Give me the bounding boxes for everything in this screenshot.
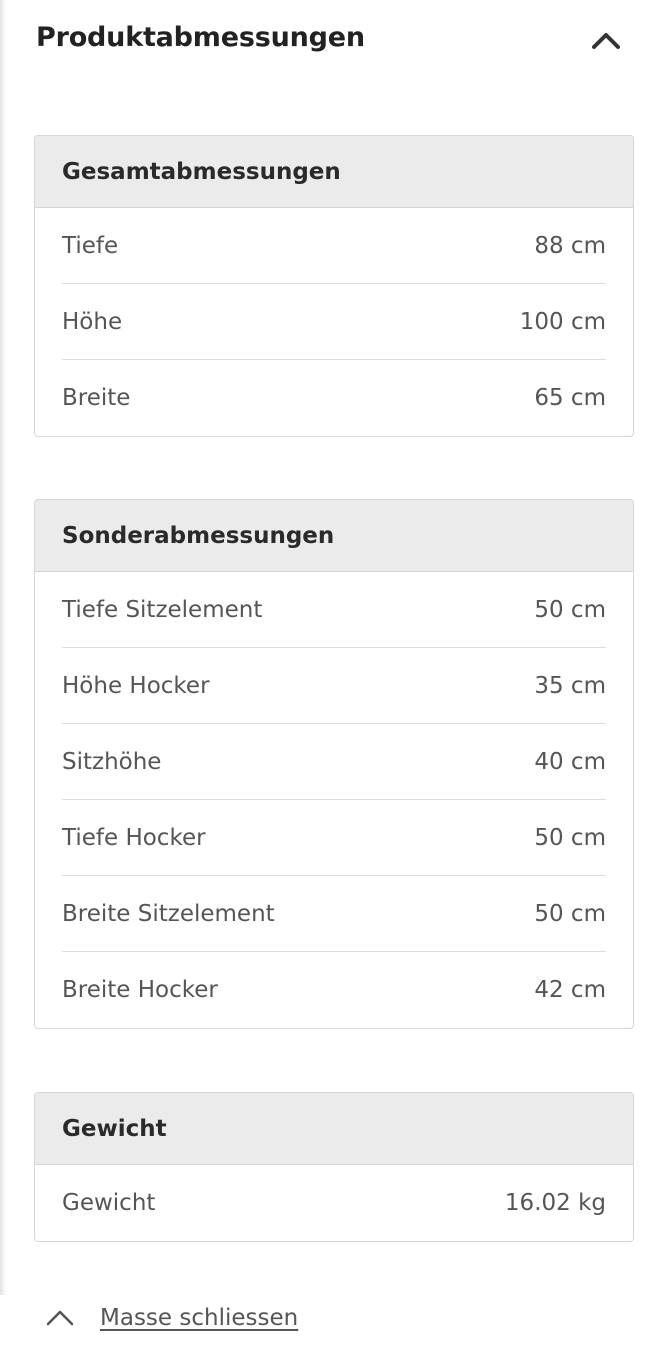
dimension-value: 65 cm — [534, 385, 606, 411]
dimension-value: 42 cm — [534, 977, 606, 1003]
dimension-label: Tiefe Sitzelement — [62, 596, 263, 623]
dimension-value: 16.02 kg — [504, 1190, 606, 1216]
dimension-value: 50 cm — [534, 596, 606, 623]
section-title: Sonderabmessungen — [35, 500, 633, 572]
dimension-label: Tiefe — [62, 232, 119, 259]
dimension-label: Höhe Hocker — [62, 672, 210, 699]
dimension-label: Gewicht — [62, 1190, 156, 1216]
dimension-row — [62, 360, 606, 436]
panel-edge-shadow — [0, 0, 6, 1295]
section-gesamtabmessungen — [34, 135, 634, 437]
dimension-row — [62, 952, 606, 1028]
dimension-row — [62, 1165, 606, 1241]
dimension-row — [62, 724, 606, 800]
collapse-button[interactable] — [586, 22, 626, 58]
dimension-label: Tiefe Hocker — [62, 824, 206, 851]
dimension-row — [62, 648, 606, 724]
accordion-title: Produktabmessungen — [36, 22, 365, 53]
dimension-label: Breite Sitzelement — [62, 900, 275, 927]
dimension-row — [62, 208, 606, 284]
dimension-value: 40 cm — [534, 748, 606, 775]
dimension-value: 50 cm — [534, 900, 606, 927]
dimension-label: Breite — [62, 385, 131, 411]
close-dimensions-link[interactable] — [44, 1296, 298, 1340]
chevron-up-icon — [586, 22, 626, 58]
dimension-label: Sitzhöhe — [62, 748, 162, 775]
dimension-row — [62, 284, 606, 360]
dimension-value: 35 cm — [534, 672, 606, 699]
section-gewicht — [34, 1092, 634, 1242]
dimension-label: Höhe — [62, 308, 123, 335]
close-dimensions-label[interactable]: Masse schliessen — [100, 1305, 299, 1331]
dimension-value: 100 cm — [519, 308, 606, 335]
dimensions-accordion-header[interactable] — [0, 0, 668, 82]
dimension-label: Breite Hocker — [62, 977, 218, 1003]
dimension-value: 50 cm — [534, 824, 606, 851]
dimension-row — [62, 572, 606, 648]
dimension-row — [62, 876, 606, 952]
section-sonderabmessungen — [34, 499, 634, 1029]
dimension-value: 88 cm — [534, 232, 606, 259]
section-title: Gewicht — [35, 1093, 633, 1165]
chevron-up-icon — [44, 1306, 76, 1330]
section-title: Gesamtabmessungen — [35, 136, 633, 208]
dimension-row — [62, 800, 606, 876]
